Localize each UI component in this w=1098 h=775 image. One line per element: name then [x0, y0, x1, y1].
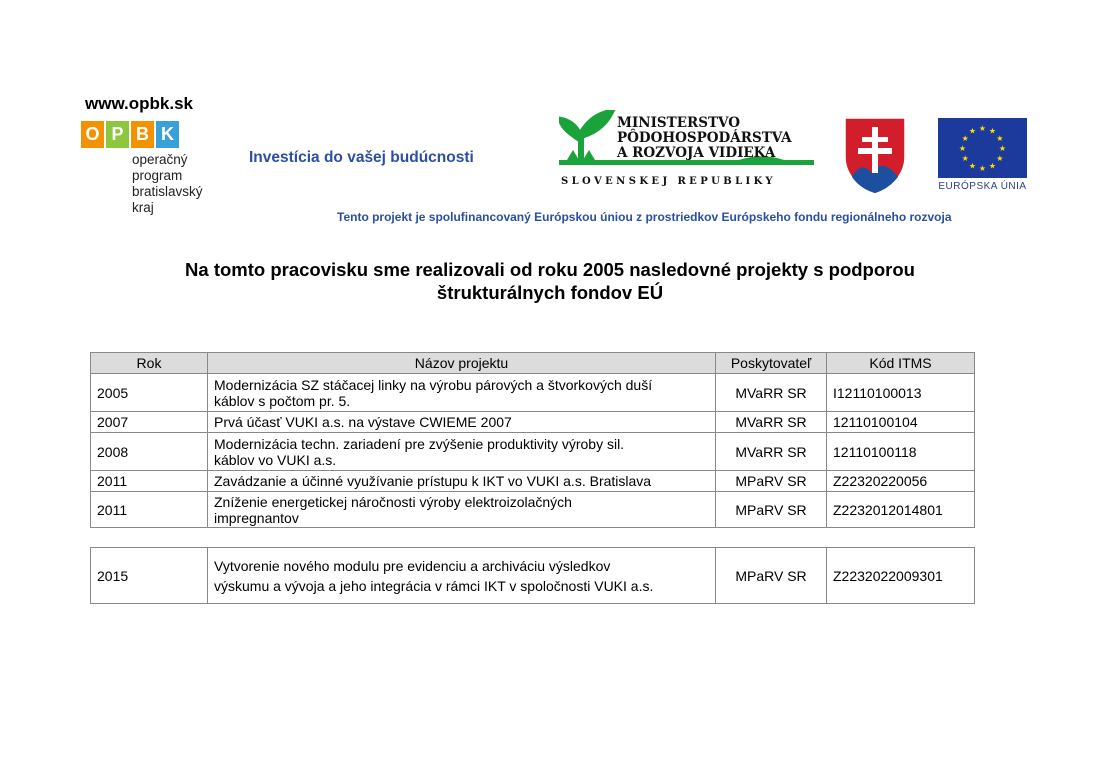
year-cell: 2008: [91, 433, 208, 471]
table-row: [91, 471, 975, 492]
project-name-line: Prvá účasť VUKI a.s. na výstave CWIEME 2007: [214, 414, 512, 430]
opbk-caption: [132, 152, 203, 216]
year-cell: 2015: [91, 548, 208, 604]
table-row: [91, 492, 975, 528]
website-url: www.opbk.sk: [85, 94, 194, 113]
svg-text:★: ★: [968, 161, 977, 171]
svg-text:★: ★: [996, 154, 1004, 163]
opbk-caption-line: program: [132, 168, 183, 183]
slogan: Investícia do vašej budúcnosti: [249, 149, 474, 166]
table-row: [91, 433, 975, 471]
project-name-line: Zavádzanie a účinné využívanie prístupu k IKT vo VUKI a.s. Bratislava: [214, 473, 652, 489]
year-cell: 2011: [91, 471, 208, 492]
project-name-line: káblov vo VUKI a.s.: [214, 451, 337, 468]
year-cell: 2005: [91, 374, 208, 412]
project-name-line: impregnantov: [214, 509, 299, 526]
header-provider: Poskytovateľ: [716, 353, 827, 374]
svg-text:★: ★: [996, 134, 1004, 143]
itms-code-cell: 12110100104: [827, 412, 975, 433]
header-year: Rok: [91, 353, 208, 374]
ministry-line: PÔDOHOSPODÁRSTVA: [617, 130, 792, 146]
title-line: Na tomto pracovisku sme realizovali od roku 2005 nasledovné projekty s podporou: [185, 259, 915, 280]
header-project-name: Názov projektu: [208, 353, 716, 374]
project-name-cell: [208, 433, 716, 471]
projects-table: [90, 352, 975, 528]
provider-cell: MVaRR SR: [716, 374, 827, 412]
itms-code-cell: Z2232022009301: [827, 548, 975, 604]
provider-cell: MPaRV SR: [716, 492, 827, 528]
itms-code-cell: 12110100118: [827, 433, 975, 471]
opbk-letter: P: [106, 121, 129, 148]
ministry-line: MINISTERSTVO: [617, 115, 741, 131]
project-name-cell: [208, 412, 716, 433]
project-name-line: káblov s počtom pr. 5.: [214, 392, 351, 409]
project-name-cell: [208, 548, 716, 604]
svg-text:★: ★: [988, 161, 997, 171]
project-name-line: Vytvorenie nového modulu pre evidenciu a archiváciu výsledkov: [214, 557, 611, 574]
table-row: [91, 412, 975, 433]
provider-cell: MVaRR SR: [716, 433, 827, 471]
page-title: [100, 258, 1000, 304]
project-name-cell: [208, 492, 716, 528]
table-header-row: [91, 353, 975, 374]
svg-text:★: ★: [968, 126, 977, 136]
eu-flag-icon: [938, 118, 1027, 178]
projects-table-2015: [90, 547, 975, 604]
title-line: štrukturálnych fondov EÚ: [436, 282, 664, 303]
svg-text:★: ★: [961, 154, 969, 163]
svg-text:★: ★: [978, 164, 987, 173]
ministry-name: [617, 116, 792, 161]
project-name-line: Modernizácia SZ stáčacej linky na výrobu párových a štvorkových duší: [214, 376, 653, 393]
slovak-coat-of-arms-icon: [844, 117, 906, 195]
provider-cell: MPaRV SR: [716, 471, 827, 492]
itms-code-cell: Z22320220056: [827, 471, 975, 492]
table-row: [91, 548, 975, 604]
project-name-line: Modernizácia techn. zariadení pre zvýšenie produktivity výroby sil.: [214, 435, 625, 452]
header-itms-code: Kód ITMS: [827, 353, 975, 374]
svg-text:★: ★: [988, 126, 997, 136]
provider-cell: MVaRR SR: [716, 412, 827, 433]
opbk-letter: O: [81, 121, 104, 148]
opbk-letter: K: [156, 121, 179, 148]
opbk-logo: [81, 121, 179, 148]
project-name-cell: [208, 374, 716, 412]
project-name-line: výskumu a vývoja a jeho integrácia v rámci IKT v spoločnosti VUKI a.s.: [214, 577, 654, 594]
year-cell: 2007: [91, 412, 208, 433]
eu-label: EURÓPSKA ÚNIA: [938, 181, 1027, 192]
opbk-caption-line: operačný: [132, 152, 188, 167]
itms-code-cell: I12110100013: [827, 374, 975, 412]
year-cell: 2011: [91, 492, 208, 528]
itms-code-cell: Z2232012014801: [827, 492, 975, 528]
svg-text:★: ★: [978, 124, 987, 133]
opbk-caption-line: kraj: [132, 200, 154, 215]
ministry-subtitle: SLOVENSKEJ REPUBLIKY: [561, 176, 776, 187]
project-name-line: Zníženie energetickej náročnosti výroby elektroizolačných: [214, 493, 572, 510]
cofunding-note: Tento projekt je spolufinancovaný Európskou úniou z prostriedkov Európskeho fondu regionálneho rozvoja: [337, 210, 952, 224]
opbk-caption-line: bratislavský: [132, 184, 203, 199]
svg-text:★: ★: [998, 144, 1007, 153]
ministry-line: A ROZVOJA VIDIEKA: [617, 145, 776, 161]
svg-text:★: ★: [961, 134, 969, 143]
provider-cell: MPaRV SR: [716, 548, 827, 604]
opbk-letter: B: [131, 121, 154, 148]
svg-text:★: ★: [958, 144, 967, 153]
project-name-cell: [208, 471, 716, 492]
table-row: [91, 374, 975, 412]
